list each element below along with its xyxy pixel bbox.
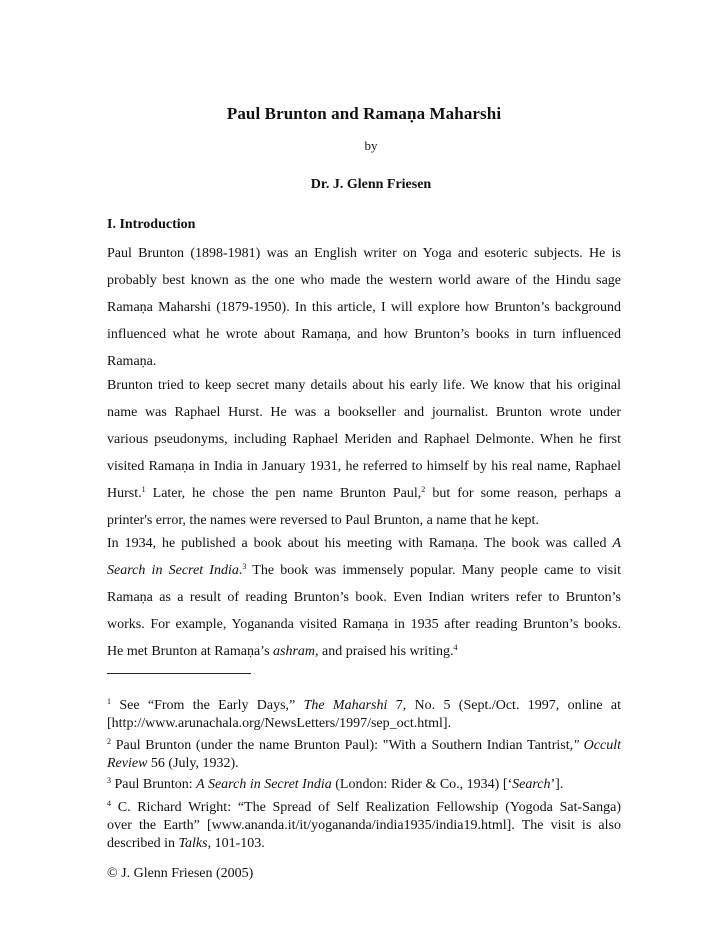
text-run: 56 (July, 1932). (147, 756, 239, 771)
text-run: The book was immensely popular. Many people came to visit (246, 563, 621, 578)
italic-term: Search (512, 777, 551, 792)
footnote-link[interactable]: [http://www.arunachala.org/NewsLetters/1997/sep_oct.html]. (107, 716, 452, 731)
text-run: He met Brunton at Ramaṇa’s (107, 644, 274, 659)
text-run: Paul Brunton: (111, 777, 197, 792)
footnote-line (107, 799, 621, 817)
footnote-4 (107, 799, 621, 853)
italic-term: ashram (273, 644, 316, 659)
footnote-number: 2 (107, 737, 111, 746)
text-run: Hurst. (107, 486, 142, 501)
text-run: but for some reason, perhaps a (425, 486, 621, 501)
text-run: Later, he chose the pen name Brunton Paul, (145, 486, 422, 501)
footnote-number: 4 (107, 799, 111, 808)
author-name: Dr. J. Glenn Friesen (310, 177, 432, 192)
footnote-separator (107, 673, 251, 674)
section-heading: I. Introduction (107, 217, 196, 232)
footnote-ref-4[interactable]: 4 (453, 643, 458, 652)
footnote-ref-3[interactable]: 3 (242, 562, 247, 571)
footnote-line (107, 697, 621, 715)
footnote-number: 3 (107, 776, 111, 785)
paragraph-line: Brunton tried to keep secret many details about his early life. We know that his original (107, 378, 621, 393)
book-title-italic: A (612, 536, 621, 551)
italic-term: Review (107, 756, 148, 771)
book-title-italic: Search in Secret India (107, 563, 239, 578)
text-run: described in (107, 836, 179, 851)
text-run: , and praised his writing. (315, 644, 454, 659)
footnote-2 (107, 737, 621, 773)
footnote-line (107, 737, 621, 755)
book-title-italic: Talks (178, 836, 208, 851)
paragraph-line (107, 557, 621, 584)
footnote-line: over the Earth” [www.ananda.it/it/yogananda/india1935/india19.html]. The visit is also (107, 818, 621, 833)
text-run: Paul Brunton (under the name Brunton Paul): "With a Southern Indian Tantrist (111, 738, 570, 753)
text-run: 7, No. 5 (Sept./Oct. 1997, online at (387, 698, 621, 713)
text-run: , 101-103. (207, 836, 265, 851)
paragraph-line: works. For example, Yogananda visited Ramaṇa in 1935 after reading Brunton’s books. (107, 617, 621, 632)
footnote-line (107, 835, 621, 853)
text-run: (London: Rider & Co., 1934) [‘ (331, 777, 513, 792)
paragraph-line: Ramaṇa as a result of reading Brunton’s book. Even Indian writers refer to Brunton’s (107, 590, 621, 605)
footnote-line (107, 755, 621, 773)
book-title-italic: A Search in Secret India (196, 777, 332, 792)
text-run: In 1934, he published a book about his meeting with Ramaṇa. The book was called (107, 536, 613, 551)
paragraph-line: influenced what he wrote about Ramaṇa, and how Brunton’s books in turn influenced (107, 327, 621, 342)
paragraph-line (107, 530, 621, 557)
footnote-ref-1[interactable]: 1 (141, 485, 146, 494)
paragraph-line: probably best known as the one who made the western world aware of the Hindu sage (107, 273, 621, 288)
paragraph-line: various pseudonyms, including Raphael Meriden and Raphael Delmonte. When he first (107, 432, 621, 447)
paragraph-1 (107, 240, 621, 375)
paragraph-3 (107, 530, 621, 665)
footnote-ref-2[interactable]: 2 (421, 485, 426, 494)
footnote-line (107, 776, 621, 794)
footnote-3 (107, 776, 621, 794)
paragraph-line: visited Ramaṇa in India in January 1931, he referred to himself by his real name, Raphael (107, 459, 621, 474)
italic-term: The Maharshi (303, 698, 388, 713)
text-run: C. Richard Wright: “The Spread of Self Realization Fellowship (Yogoda Sat-Sanga) (111, 800, 621, 815)
paragraph-2 (107, 372, 621, 534)
paragraph-line: Paul Brunton (1898-1981) was an English writer on Yoga and esoteric subjects. He is (107, 246, 621, 261)
paragraph-line: Ramaṇa. (107, 354, 157, 369)
text-run: See “From the Early Days,” (111, 698, 304, 713)
text-run: ’]. (550, 777, 564, 792)
italic-term: ," Occult (569, 738, 622, 753)
copyright-notice: © J. Glenn Friesen (2005) (107, 866, 254, 881)
document-title: Paul Brunton and Ramaṇa Maharshi (226, 104, 502, 123)
footnote-1 (107, 697, 621, 733)
paragraph-line (107, 480, 621, 507)
byline: by (364, 138, 378, 153)
text-run: . (238, 563, 243, 578)
paragraph-line (107, 638, 621, 665)
paragraph-line: Ramaṇa Maharshi (1879-1950). In this article, I will explore how Brunton’s background (107, 300, 621, 315)
paragraph-line: printer's error, the names were reversed to Paul Brunton, a name that he kept. (107, 513, 539, 528)
paragraph-line: name was Raphael Hurst. He was a bookseller and journalist. Brunton wrote under (107, 405, 621, 420)
footnote-number: 1 (107, 697, 111, 706)
